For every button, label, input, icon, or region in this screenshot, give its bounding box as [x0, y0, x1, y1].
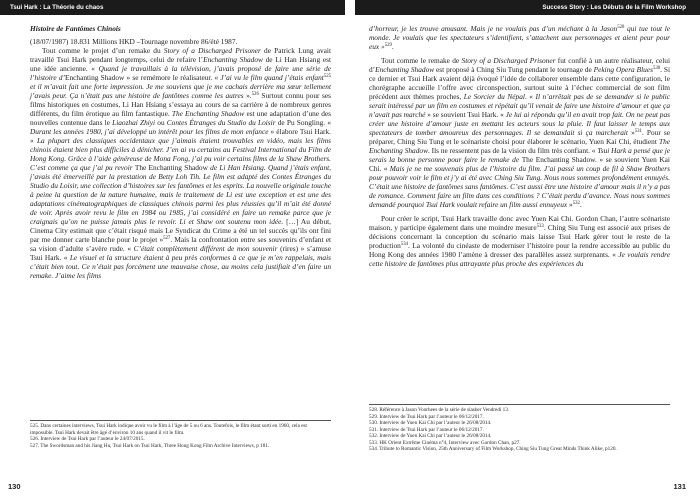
right-footnotes: [369, 404, 670, 453]
left-page-column: [30, 24, 331, 280]
right-page-column: [369, 24, 670, 268]
left-page-number: 130: [8, 482, 21, 491]
footnote-rule: [30, 420, 331, 421]
right-running-header: [355, 0, 700, 15]
right-paragraph-3: Pour créer le script, Tsui Hark travaille donc avec Yuen Kai Chi. Gordon Chan, l’autre scénariste maison, y participe également dans une moindre mesure$^{533}$. Ching Siu Tung est associé aux prises de décisions concernant la conception du scénario mais laisse Tsui Hark gérer tout le reste de la production$^{534}$. La volonté du cinéaste de moderniser l’histoire pour la rendre accessible au public du Hong Kong des années 1980 l’amène à dresser des parallèles assez surprenants. « Je voulais rendre cette histoire de fantômes plus attrayante plus proche des expériences du: [369, 214, 670, 269]
footnote-526: 526. Interview de Tsui Hark par l’auteur le 24/07/2015.: [30, 436, 145, 442]
release-line: (18/07/1987) 18.831 Millions HKD –Tournage novembre 86/été 1987.: [30, 37, 238, 47]
footnote-525: 525. Dans certaines interviews, Tsui Hark indique avoir vu le film à l’âge de 5 ou 6 ans. Toutefois, le film étant sorti en 1960, cela est impossible. Tsui Hark devait être âgé d’environ 10 ans quand il vit le film.: [30, 423, 307, 436]
footnote-ref-532: 532: [572, 201, 580, 207]
footnote-527: 527. The Swordsman and his Jiang Hu, Tsui Hark on Tsui Hark, Three Hong Kong Film Archive Interviews, p 181.: [30, 442, 270, 449]
header-gutter: [345, 0, 355, 15]
footnote-ref-531: 531: [634, 129, 642, 135]
right-page-number: 131: [673, 482, 686, 491]
left-header-title: Tsui Hark : La Théorie du chaos: [10, 4, 104, 11]
footnote-532: 532. Interview de Yuen Kai Chi par l’auteur le 26/08/2014.: [369, 433, 492, 439]
footnote-ref-529: 529: [384, 43, 392, 49]
left-running-header: [0, 0, 345, 15]
footnote-ref-526: 526: [251, 92, 259, 98]
footnote-ref-530: 530: [652, 66, 661, 72]
footnote-531: 531. Interview de Tsui Hark par l’auteur le 06/12/2017.: [369, 426, 484, 433]
right-paragraph-1: d’horreur, je les trouve amusant. Mais je ne voulais pas d’un méchant à la Jason$^{528}$ qui tue tout le monde. Je voulais que les spectateurs s’identifient, s’attachent aux personnages et aient peur pour eux »$^{529}$.: [369, 24, 670, 52]
right-paragraph-2: Tout comme le remake de Story of a Discharged Prisoner fut confié à un autre réalisateur, celui d’Enchanting Shadow est proposé à Ching Siu Tung pendant le tournage de Peking Opera Blues$^{530}$. Si ce dernier et Tsui Hark avaient déjà évoqué l’idée de collaborer ensemble dans cette configuration, le chorégraphe accueille l’offre avec circonspection, surtout suite à l’échec commercial de son film précédent aux thèmes proches, Le Sorcier du Népal. « Il n’arrêtait pas de se demander si le public serait intéressé par un film en costumes et répétait qu’il venait de faire une histoire d’amour et que ça n’avait pas marché » se souvient Tsui Hark. « Je lui ai répondu qu’il en avait trop fait. On ne peut pas créer une histoire d’amour juste en mettant les acteurs sous la pluie. Il faut laisser le temps aux spectateurs de tomber amoureux des personnages. Il se demandait si ça marcherait »$^{531}$. Pour se préparer, Ching Siu Tung et le scénariste choisi pour élaborer le scénario, Yuen Kai Chi, étudient The Enchanting Shadow. Ils ne ressentent pas de la vision du film très confiant. « Tsui Hark a pensé que je serais la bonne personne pour faire le remake de The Enchanting Shadow. » se souvient Yuen Kai Chi. « Mais je ne me souvenais plus de l’histoire du film. J’ai passé un coup de fil à Shaw Brothers pour pouvoir voir le film et j’y ai été avec Ching Siu Tung. Nous nous sommes profondément ennuyés. C’était une histoire de fantômes sans fantômes. C’est aussi être une histoire d’amour mais il n’y a pas de romance. Comment faire un film dans ces conditions ? C’était perdu d’avance. Nous nous sommes demandé pourquoi Tsui Hark voulait refaire un film aussi ennuyeux »$^{532}$.: [369, 56, 670, 210]
footnote-ref-527: 527: [163, 236, 171, 242]
footnote-530: 530. Interview de Yuen Kai Chi par l’auteur le 26/08/2014.: [369, 420, 492, 426]
footnote-ref-534: 534: [400, 242, 409, 248]
section-title: Histoire de Fantômes Chinois: [30, 24, 121, 33]
footnote-533: 533. HK Orient Extrême Cinéma n°4, Interview avec Gordon Chan, p27.: [369, 439, 521, 446]
left-paragraph-1: Tout comme le projet d’un remake du Story of a Discharged Prisoner de Patrick Lung avait travaillé Tsui Hark pendant longtemps, celui de refaire l’Enchanting Shadow de Li Han Hsiang est une idée ancienne. « Quand je travaillais à la télévision, j’avais proposé de faire une série de l’histoire d’Enchanting Shadow » se remémore le réalisateur. « J’ai vu le film quand j’étais enfant$^{525}$ et il m’avait fait une forte impression. Je me souviens que je me cachais derrière ma sœur tellement j’avais peur. Ça n’était pas une histoire de fantômes comme les autres ».$^{526}$ Surtout connu pour ses films historiques en costumes, Li Han Hsiang s’essaya au cours de sa carrière à de nombreux genres différents, du film érotique au film fantastique. The Enchanting Shadow est une adaptation d’une des nouvelles contenue dans le Liaozhai Zhiyi ou Contes Étranges du Studio du Loisir de Pu Songling. « Durant les années 1980, j’ai développé un intérêt pour les films de mon enfance » élabore Tsui Hark. « La plupart des classiques occidentaux que j’aimais étaient trouvables en vidéo, mais les films chinois étaient bien plus difficiles à dénicher. J’en ai vu certains au Festival International du Film de Hong Kong. Grâce à l’aide généreuse de Mona Fong, j’ai pu voir certains films de la Shaw Brothers. C’est comme ça que j’ai pu revoir The Enchanting Shadow de Li Han Hsiang. Quand j’étais enfant, j’avais été émerveillé par la prestation de Betty Loh Tih. Le film est adapté des Contes Étranges du Studio du Loisir, une collection d’histoires sur les fantômes et les esprits. La nouvelle originale touche à peine la question de la nature humaine, mais le traitement de Li est une exception et est une des adaptations cinématographiques de classiques chinois parmi les plus réussies qu’il m’ait été donné de voir. Après avoir revu le film en 1984 ou 1985, j’ai considéré en faire un remake parce que je craignais qu’on ne puisse jamais plus le revoir. Li et Shaw ont soutenu mon idée. […] Au début, Cinema City estimait que c’était risqué mais Le Syndicat du Crime a été un tel succès qu’ils ont fini par me donner carte blanche pour le projet »$^{527}$. Mais la confrontation entre ses souvenirs d’enfant et sa vision d’adulte s’avère rude. « C’était complètement différent de mon souvenir (rires) » s’amuse Tsui Hark. « Le visuel et la structure étaient à peu près conformes à ce que je m’en rappelais, mais c’était bien tout. Ce n’était pas forcément une mauvaise chose, au moins cela justifiait d’en faire un remake. J’aime les films: [30, 46, 332, 281]
left-footnotes: [30, 420, 331, 449]
footnote-534: 534. Tribute to Romantic Vision, 25th Anniversary of Film Workshop, Ching Siu Tung Great Minds Think Alike, p120.: [369, 446, 617, 452]
footnote-rule: [369, 404, 670, 405]
footnote-529: 529. Interview de Tsui Hark par l’auteur le 06/12/2017.: [369, 413, 484, 420]
right-header-title: Success Story : Les Débuts de la Film Workshop: [542, 4, 686, 11]
footnote-528: 528. Référence à Jason Voorhees de la série de slasher Vendredi 13.: [369, 407, 510, 413]
footnote-ref-533: 533: [536, 224, 544, 230]
footnote-ref-525: 525: [323, 74, 332, 80]
footnote-ref-528: 528: [617, 25, 625, 30]
